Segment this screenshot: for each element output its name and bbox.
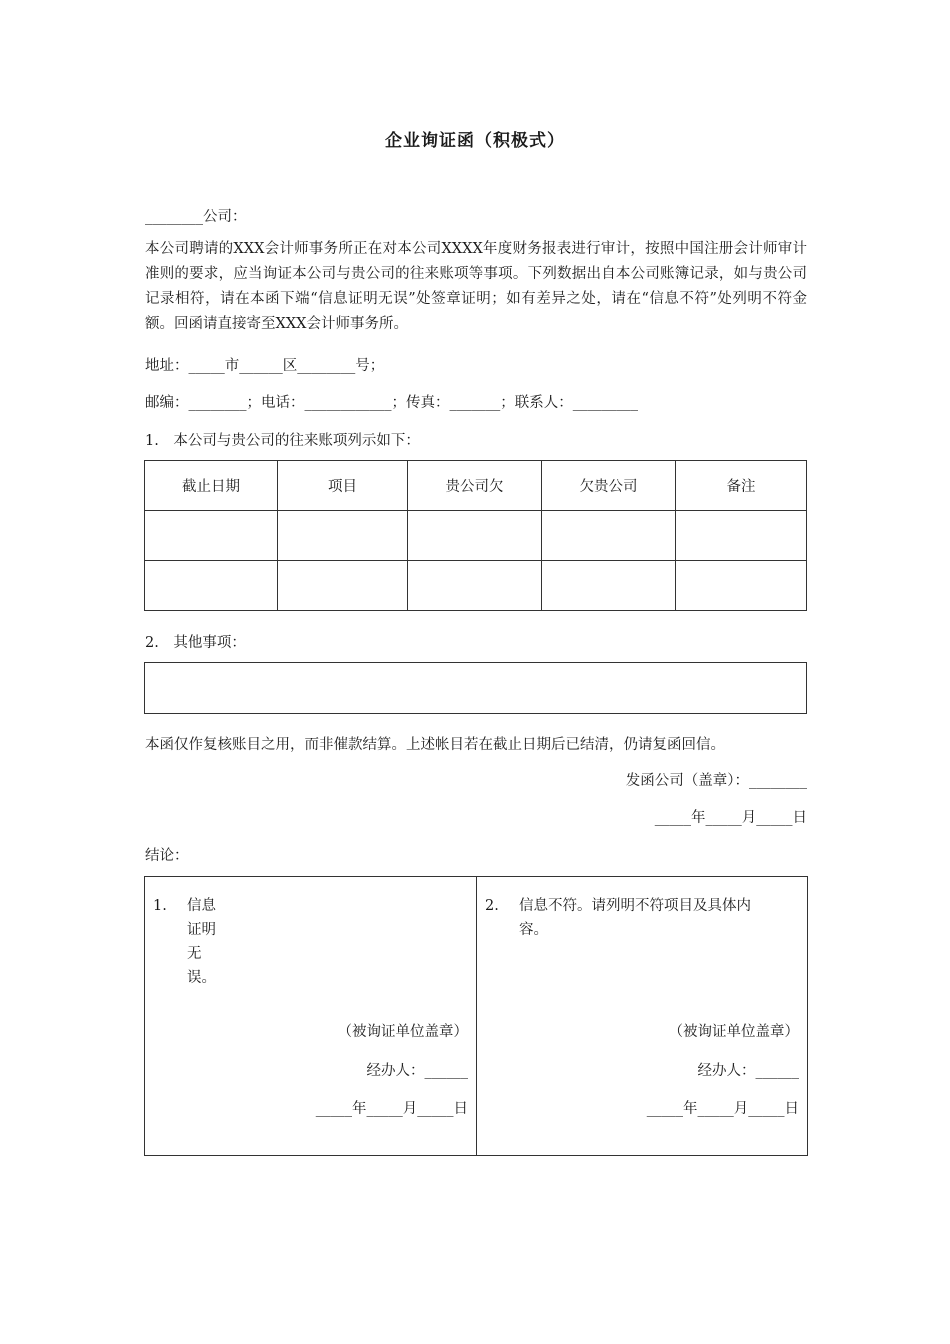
stamp-label: （被询证单位盖章） [668,1024,799,1040]
conclusion-confirmed-panel[interactable] [145,877,477,1155]
stamp-label: （被询证单位盖章） [337,1024,468,1040]
document-title: 企业询证函（积极式） [385,131,565,151]
other-matters-box[interactable] [144,662,807,714]
table-cell[interactable] [542,561,676,611]
table-header-row [145,461,807,511]
section-1-heading: 1. 本公司与贵公司的往来账项列示如下： [145,433,420,449]
option-number: 2. [485,898,499,914]
header-cutoff-date: 截止日期 [145,461,278,511]
table-row [145,511,807,561]
conclusion-mismatch-panel[interactable] [477,877,807,1155]
table-cell[interactable] [676,561,807,611]
address-line: 地址：_____市______区________号； [145,358,385,374]
section-2-heading: 2. 其他事项： [145,635,246,651]
conclusion-label: 结论： [145,848,189,864]
option-number: 1. [153,898,167,914]
table-cell[interactable] [676,511,807,561]
sender-stamp-line: 发函公司（盖章）：________ [625,773,807,789]
disclaimer-note: 本函仅作复核账目之用，而非催款结算。上述帐目若在截止日期后已结清，仍请复函回信。 [145,737,725,753]
intro-paragraph: 本公司聘请的XXX会计师事务所正在对本公司XXXX年度财务报表进行审计，按照中国注册会计师审计准则的要求，应当询证本公司与贵公司的往来账项等事项。下列数据出自本公司账簿记录，如与贵公司记录相符，请在本函下端“信息证明无误”处签章证明；如有差异之处，请在“信息不符”处列明不符金额。回函请直接寄至XXX会计师事务所。 [145,241,807,332]
table-cell[interactable] [145,511,278,561]
ledger-table [144,460,807,611]
table-cell[interactable] [408,511,542,561]
header-owed-to-you: 欠贵公司 [542,461,676,511]
table-row [145,561,807,611]
table-cell[interactable] [542,511,676,561]
sender-date-line: _____年_____月_____日 [654,810,807,826]
table-cell[interactable] [145,561,278,611]
conclusion-box [144,876,808,1156]
handler-line: 经办人：______ [366,1063,468,1079]
table-cell[interactable] [278,511,408,561]
date-line: _____年_____月_____日 [315,1101,468,1117]
table-cell[interactable] [408,561,542,611]
contact-line: 邮编：________；电话：____________；传真：_______；联系人：_________ [145,395,638,411]
header-remarks: 备注 [676,461,807,511]
header-item: 项目 [278,461,408,511]
option-text: 信息证明无误。 [187,898,216,986]
option-text-line-2: 容。 [519,922,548,938]
option-text-line-1: 信息不符。请列明不符项目及具体内 [519,898,751,914]
handler-line: 经办人：______ [697,1063,799,1079]
table-cell[interactable] [278,561,408,611]
header-owed-by-you: 贵公司欠 [408,461,542,511]
date-line: _____年_____月_____日 [646,1101,799,1117]
salutation: ________公司： [145,209,247,225]
